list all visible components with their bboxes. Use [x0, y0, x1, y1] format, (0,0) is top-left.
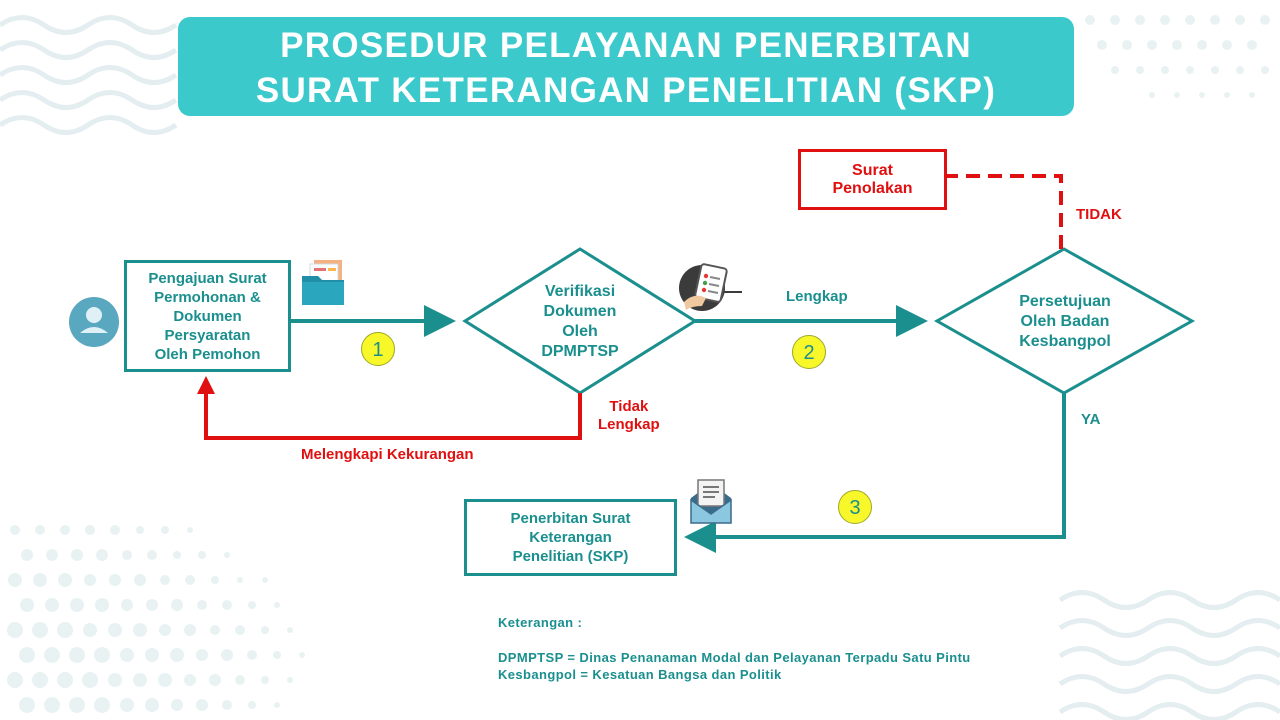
issuance-line-2: Keterangan: [529, 529, 612, 546]
legend-dpmptsp: DPMPTSP = Dinas Penanaman Modal dan Pelayanan Terpadu Satu Pintu: [498, 650, 971, 665]
arrow-rejection-dashed: [947, 176, 1061, 249]
verification-line-1: Verifikasi: [544, 283, 616, 300]
application-line-1: Pengajuan Surat: [148, 269, 267, 287]
arrow-return-head: [197, 376, 215, 394]
page-title: [178, 17, 1074, 116]
rejection-box: [798, 149, 947, 210]
approval-line-2: Oleh Badan: [1020, 313, 1110, 330]
approval-line-3: Kesbangpol: [1019, 333, 1111, 350]
verification-line-4: DPMPTSP: [541, 343, 619, 360]
step-badge-3: 3: [838, 490, 872, 524]
label-tidak: TIDAK: [1076, 206, 1122, 223]
legend-heading: Keterangan :: [498, 615, 583, 630]
approval-text: [995, 292, 1135, 352]
arrow-to-issuance: [692, 393, 1064, 537]
application-line-4: Persyaratan: [164, 326, 251, 344]
title-line-2: SURAT KETERANGAN PENELITIAN (SKP): [255, 71, 997, 110]
application-box: [124, 260, 291, 372]
label-melengkapi: Melengkapi Kekurangan: [301, 446, 474, 463]
label-tidak-lengkap-1: Tidak: [609, 398, 649, 415]
envelope-icon: [688, 478, 734, 526]
issuance-box: [464, 499, 677, 576]
rejection-line-2: Penolakan: [832, 179, 913, 197]
label-tidak-lengkap: [598, 398, 660, 434]
application-line-5: Oleh Pemohon: [154, 345, 261, 363]
verification-text: [515, 282, 645, 362]
title-line-1: PROSEDUR PELAYANAN PENERBITAN: [280, 26, 972, 65]
label-lengkap: Lengkap: [786, 288, 848, 305]
issuance-line-3: Penelitian (SKP): [512, 548, 629, 565]
checklist-icon: [678, 262, 744, 314]
step-badge-1: 1: [361, 332, 395, 366]
verification-line-2: Dokumen: [543, 303, 617, 320]
approval-line-1: Persetujuan: [1019, 293, 1111, 310]
arrow-return-incomplete: [206, 392, 580, 438]
issuance-line-1: Penerbitan Surat: [510, 510, 631, 527]
application-line-3: Dokumen: [173, 307, 242, 325]
verification-line-3: Oleh: [562, 323, 598, 340]
label-tidak-lengkap-2: Lengkap: [598, 416, 660, 433]
label-ya: YA: [1081, 411, 1101, 428]
legend-kesbangpol: Kesbangpol = Kesatuan Bangsa dan Politik: [498, 667, 782, 682]
folder-icon: [300, 258, 346, 306]
application-line-2: Permohonan &: [154, 288, 261, 306]
step-badge-2: 2: [792, 335, 826, 369]
rejection-line-1: Surat: [852, 161, 893, 179]
user-icon: [68, 296, 120, 348]
